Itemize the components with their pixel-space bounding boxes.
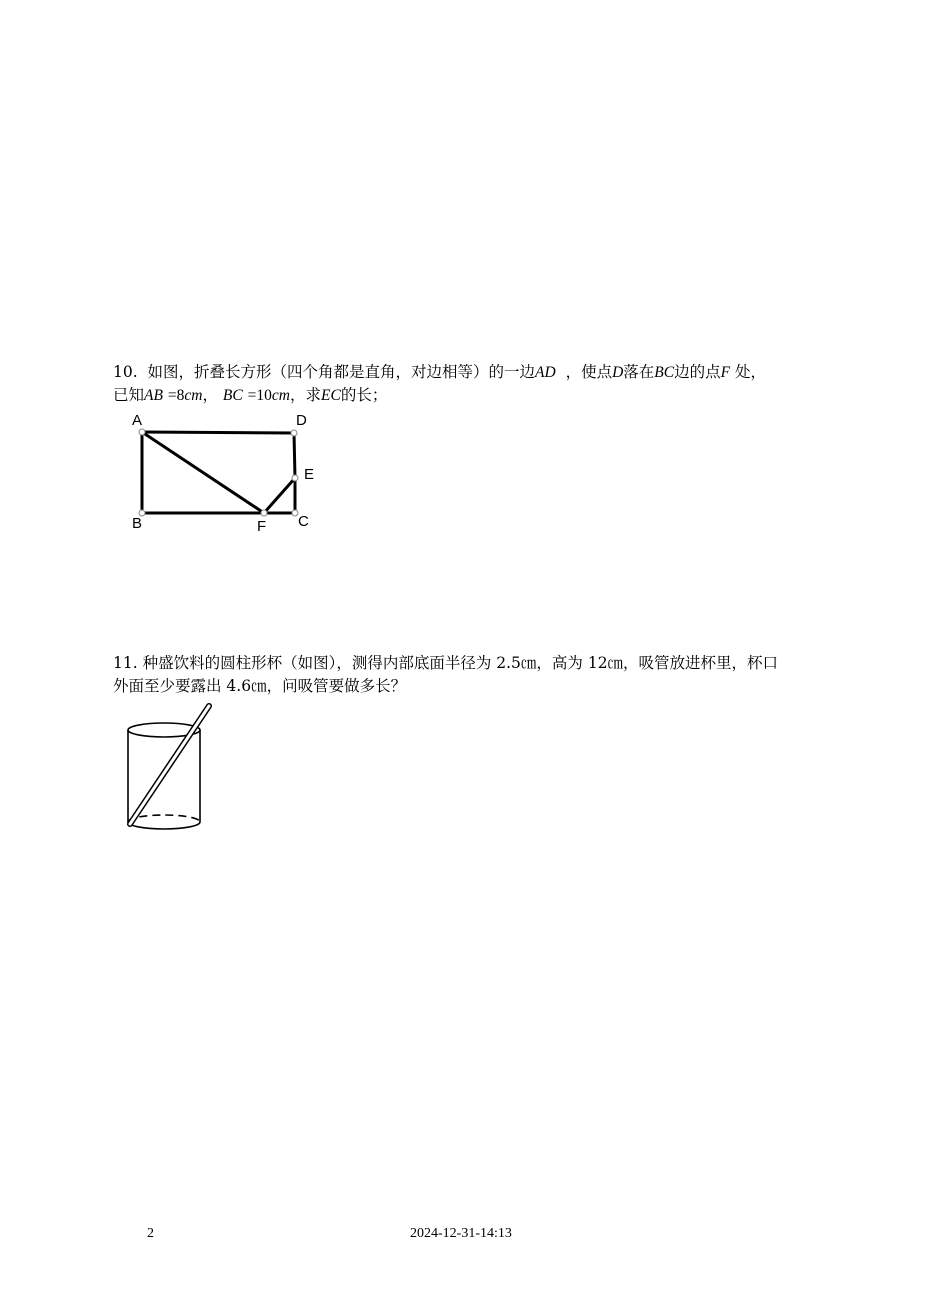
text: 处， [735, 363, 767, 381]
fold-line-af [142, 432, 264, 513]
folded-rectangle-figure [120, 404, 330, 534]
edge-ad [142, 432, 294, 433]
math-bc: BC [654, 364, 675, 381]
problem-number: 10. [113, 363, 138, 381]
cup-bottom-front [128, 822, 200, 829]
math-d: D [612, 364, 624, 381]
text: ，求 [290, 386, 322, 404]
text: ，使点 [565, 363, 613, 381]
cylinder-cup-figure [116, 700, 220, 836]
label-f: F [257, 518, 267, 535]
math-bc: BC [222, 387, 243, 404]
value-8: =8 [167, 387, 185, 404]
math-ec: EC [321, 387, 341, 404]
text: 边的点 [674, 363, 721, 381]
label-c: C [298, 513, 309, 530]
text: 落在 [623, 363, 655, 381]
problem-10 [113, 361, 853, 407]
point-a [139, 429, 145, 435]
math-ab: AB [144, 387, 163, 404]
text: 的长； [340, 386, 388, 404]
unit-cm: cm [271, 387, 290, 404]
timestamp: 2024-12-31-14:13 [410, 1226, 512, 1241]
page-number: 2 [147, 1226, 154, 1241]
edge-de [294, 433, 295, 478]
label-e: E [304, 466, 315, 483]
label-b: B [132, 515, 143, 532]
text: 如图，折叠长方形（四个角都是直角，对边相等）的一边 [147, 363, 536, 381]
math-f: F [720, 364, 731, 381]
text: ， [202, 386, 218, 404]
label-a: A [132, 412, 143, 429]
text: 已知 [113, 386, 145, 404]
point-f [261, 510, 267, 516]
label-d: D [296, 412, 307, 429]
problem-11-line-2: 外面至少要露出 4.6㎝，问吸管要做多长？ [113, 677, 407, 695]
point-d [291, 430, 297, 436]
problem-11 [113, 652, 853, 698]
problem-10-line-1 [113, 361, 853, 384]
math-ad: AD [535, 364, 556, 381]
problem-11-line-1: 11. 种盛饮料的圆柱形杯（如图），测得内部底面半径为 2.5㎝，高为 12㎝，吸管放进杯里，杯口 [113, 654, 779, 672]
point-e [292, 475, 298, 481]
unit-cm: cm [184, 387, 203, 404]
segment-fe [264, 478, 295, 513]
value-10: =10 [247, 387, 272, 404]
